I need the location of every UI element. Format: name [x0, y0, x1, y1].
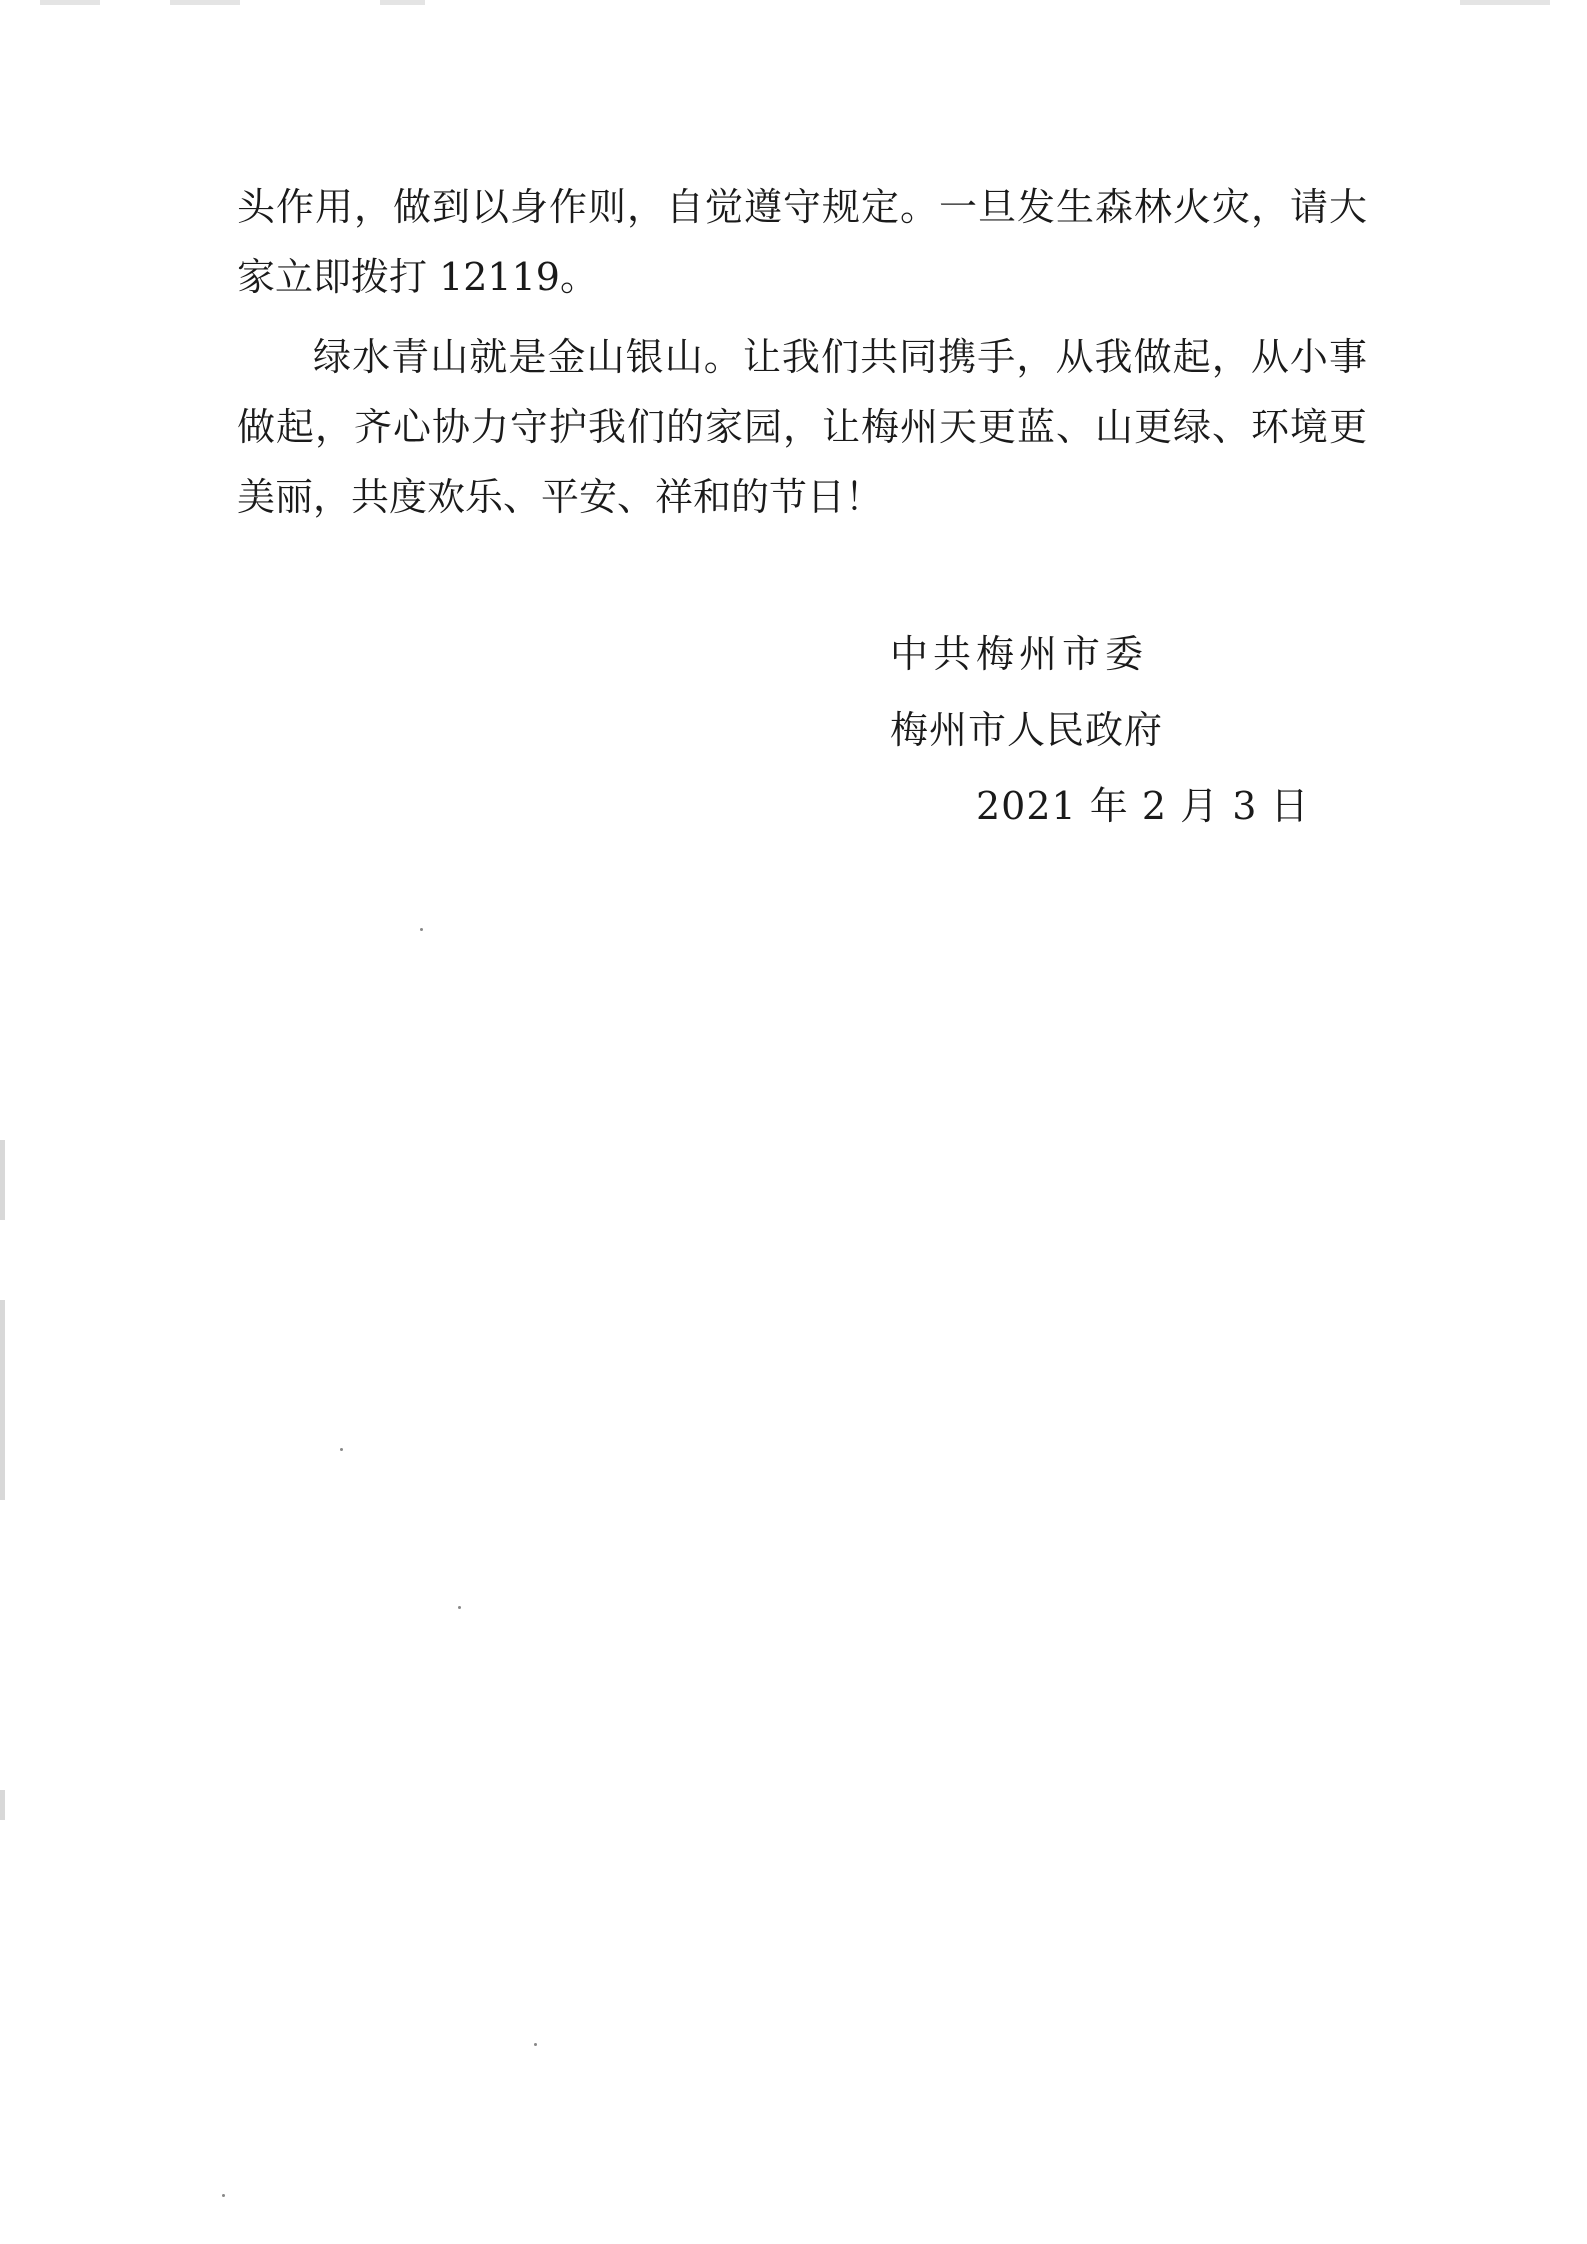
- paragraph-closing-duty: 头作用，做到以身作则，自觉遵守规定。一旦发生森林火灾，请大家立即拨打 12119。: [237, 185, 1367, 299]
- scan-artifact-edge: [0, 1140, 5, 1220]
- scan-artifact-edge: [0, 1300, 5, 1500]
- scan-artifact-top: [40, 0, 100, 5]
- scan-speck: [534, 2043, 537, 2046]
- scan-speck: [340, 1448, 343, 1451]
- scan-speck: [458, 1606, 461, 1609]
- signatory-party-committee: 中共梅州市委: [890, 632, 1149, 676]
- scan-speck: [222, 2194, 225, 2197]
- scan-artifact-top: [1460, 0, 1550, 5]
- document-date: 2021 年 2 月 3 日: [976, 784, 1310, 828]
- scan-artifact-top: [380, 0, 425, 5]
- signatory-government: 梅州市人民政府: [890, 708, 1164, 752]
- paragraph-appeal: 绿水青山就是金山银山。让我们共同携手，从我做起，从小事做起，齐心协力守护我们的家园，让梅州天更蓝、山更绿、环境更美丽，共度欢乐、平安、祥和的节日！: [237, 335, 1367, 519]
- scan-artifact-top: [170, 0, 240, 5]
- scan-speck: [420, 928, 423, 931]
- letter-body: [237, 172, 1367, 532]
- scan-artifact-edge: [0, 1790, 5, 1820]
- signature-block: [890, 616, 1309, 844]
